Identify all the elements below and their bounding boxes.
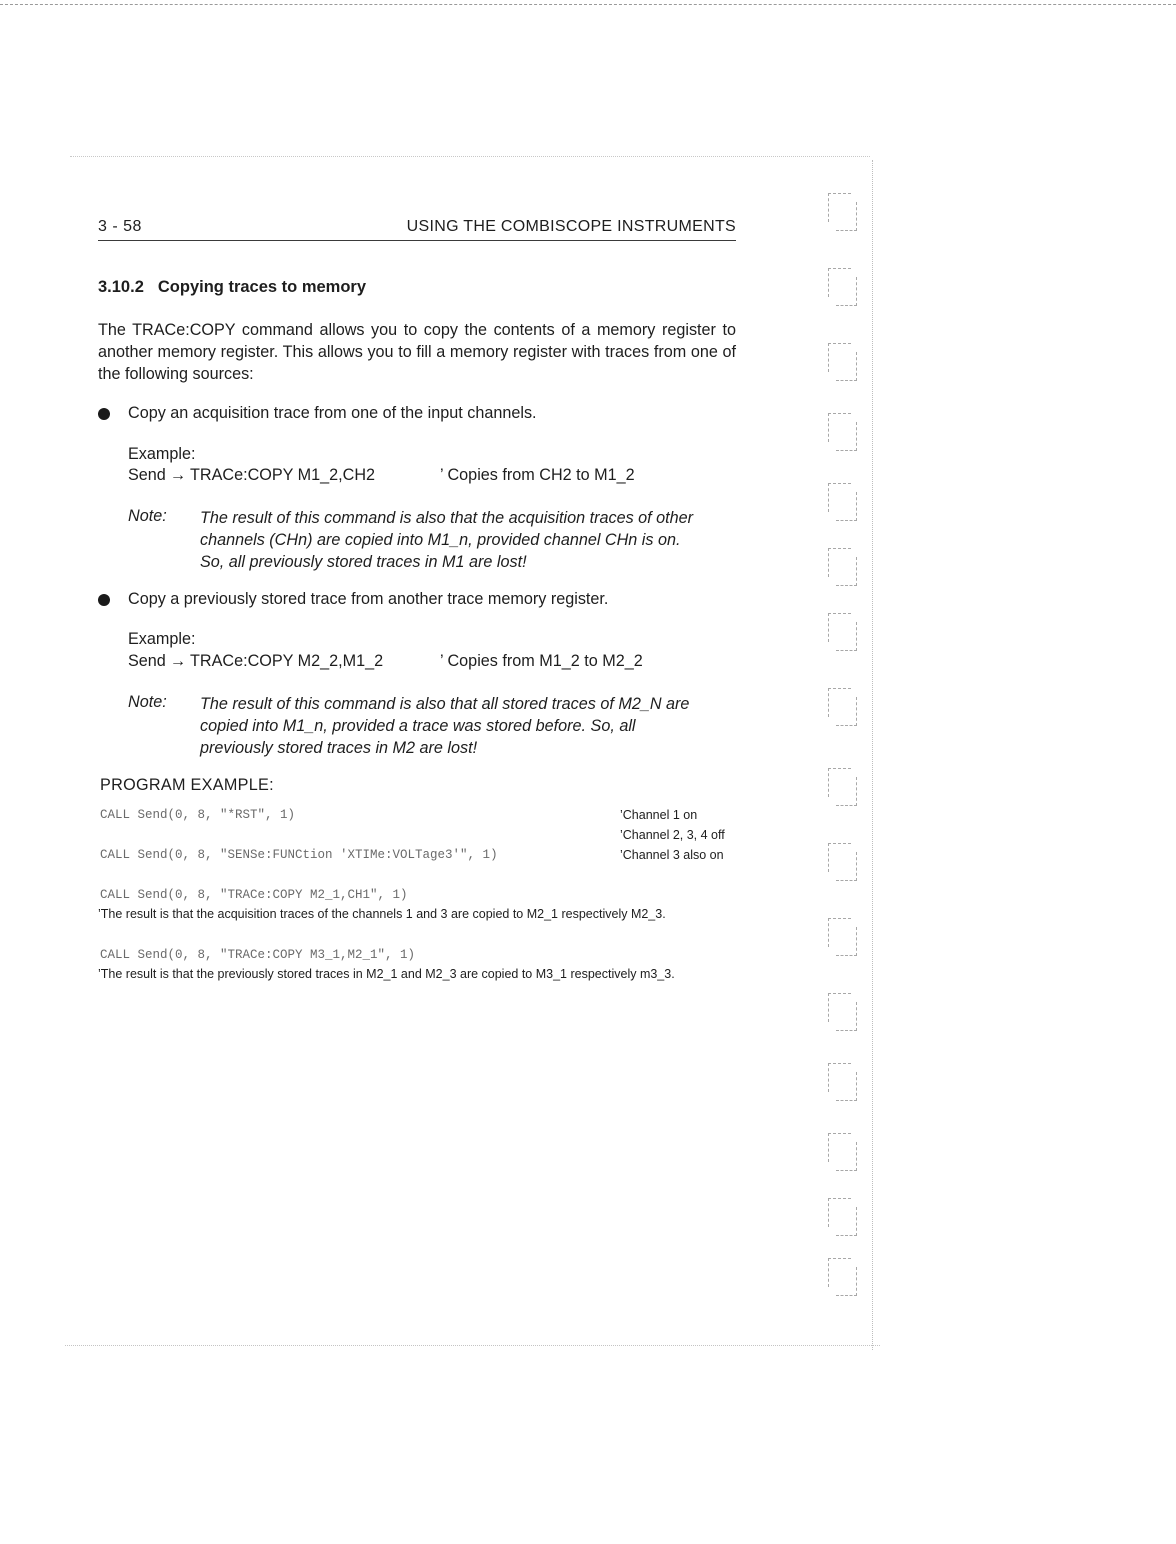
- page-top-dotted-edge: [70, 156, 870, 157]
- note-line: channels (CHn) are copied into M1_n, provided channel CHn is on.: [200, 531, 681, 549]
- index-tab: [826, 545, 858, 587]
- index-tab: [826, 1130, 858, 1172]
- chapter-title: USING THE COMBISCOPE INSTRUMENTS: [406, 218, 736, 235]
- index-tab: [826, 265, 858, 307]
- index-tab: [826, 410, 858, 452]
- bullet-dot-1: [98, 408, 110, 420]
- example-command-1: [128, 466, 375, 485]
- scan-top-border: [0, 4, 1176, 5]
- code-line-1: CALL Send(0, 8, "*RST", 1): [100, 808, 296, 822]
- example-label-2: Example:: [128, 630, 196, 648]
- code-comment-1: ’Channel 1 on: [620, 808, 698, 822]
- send-label-2: Send: [128, 652, 166, 670]
- index-tab: [826, 610, 858, 652]
- intro-paragraph: The TRACe:COPY command allows you to copy the contents of a memory register to another memory register. This allows you to fill a memory register with traces from one of the following sources:: [98, 321, 736, 383]
- example-comment-1: ’ Copies from CH2 to M1_2: [440, 466, 635, 484]
- note-line: copied into M1_n, provided a trace was stored before. So, all: [200, 717, 636, 735]
- code-comment-3: ’The result is that the acquisition traces of the channels 1 and 3 are copied to M2_1 respectively M2_3.: [98, 907, 666, 921]
- index-tab: [826, 480, 858, 522]
- example-command-2: [128, 652, 383, 671]
- section-heading: [98, 278, 366, 297]
- index-tab: [826, 685, 858, 727]
- note-label-1: Note:: [128, 507, 167, 525]
- note-label-2: Note:: [128, 693, 167, 711]
- index-tab: [826, 765, 858, 807]
- code-comment-4: ’The result is that the previously stored traces in M2_1 and M2_3 are copied to M3_1 respectively m3_3.: [98, 967, 675, 981]
- program-example-title: PROGRAM EXAMPLE:: [100, 776, 274, 794]
- bullet-text-2: Copy a previously stored trace from another trace memory register.: [128, 590, 609, 608]
- note-line: The result of this command is also that the acquisition traces of other: [200, 509, 694, 527]
- note-line: previously stored traces in M2 are lost!: [200, 739, 478, 757]
- send-label-1: Send: [128, 466, 166, 484]
- example-comment-2: ’ Copies from M1_2 to M2_2: [440, 652, 643, 670]
- note-text-2: [200, 693, 740, 759]
- index-tab: [826, 190, 858, 232]
- running-header: [98, 218, 736, 241]
- note-line: The result of this command is also that all stored traces of M2_N are: [200, 695, 690, 713]
- bullet-text-1: Copy an acquisition trace from one of the input channels.: [128, 404, 537, 422]
- command-2: TRACe:COPY M2_2,M1_2: [190, 652, 384, 670]
- index-tabs: [818, 185, 870, 1315]
- code-comment-1b: ’Channel 2, 3, 4 off: [620, 828, 725, 842]
- bullet-dot-2: [98, 594, 110, 606]
- arrow-icon: →: [169, 652, 186, 670]
- index-tab: [826, 1060, 858, 1102]
- page-right-dotted-edge: [872, 160, 873, 1350]
- index-tab: [826, 340, 858, 382]
- index-tab: [826, 840, 858, 882]
- note-line: So, all previously stored traces in M1 are lost!: [200, 553, 527, 571]
- code-line-4: CALL Send(0, 8, "TRACe:COPY M3_1,M2_1", 1): [100, 948, 416, 962]
- section-title: Copying traces to memory: [157, 278, 367, 296]
- page-bottom-dotted-edge: [65, 1345, 880, 1346]
- index-tab: [826, 915, 858, 957]
- index-tab: [826, 1255, 858, 1297]
- arrow-icon: →: [169, 466, 186, 484]
- index-tab: [826, 990, 858, 1032]
- note-text-1: [200, 507, 740, 573]
- code-line-2: CALL Send(0, 8, "SENSe:FUNCtion 'XTIMe:VOLTage3'", 1): [100, 848, 498, 862]
- code-line-3: CALL Send(0, 8, "TRACe:COPY M2_1,CH1", 1): [100, 888, 408, 902]
- page-number: 3 - 58: [98, 218, 142, 235]
- command-1: TRACe:COPY M1_2,CH2: [190, 466, 376, 484]
- index-tab: [826, 1195, 858, 1237]
- code-comment-2: ’Channel 3 also on: [620, 848, 724, 862]
- example-label-1: Example:: [128, 445, 196, 463]
- section-number: 3.10.2: [98, 278, 144, 296]
